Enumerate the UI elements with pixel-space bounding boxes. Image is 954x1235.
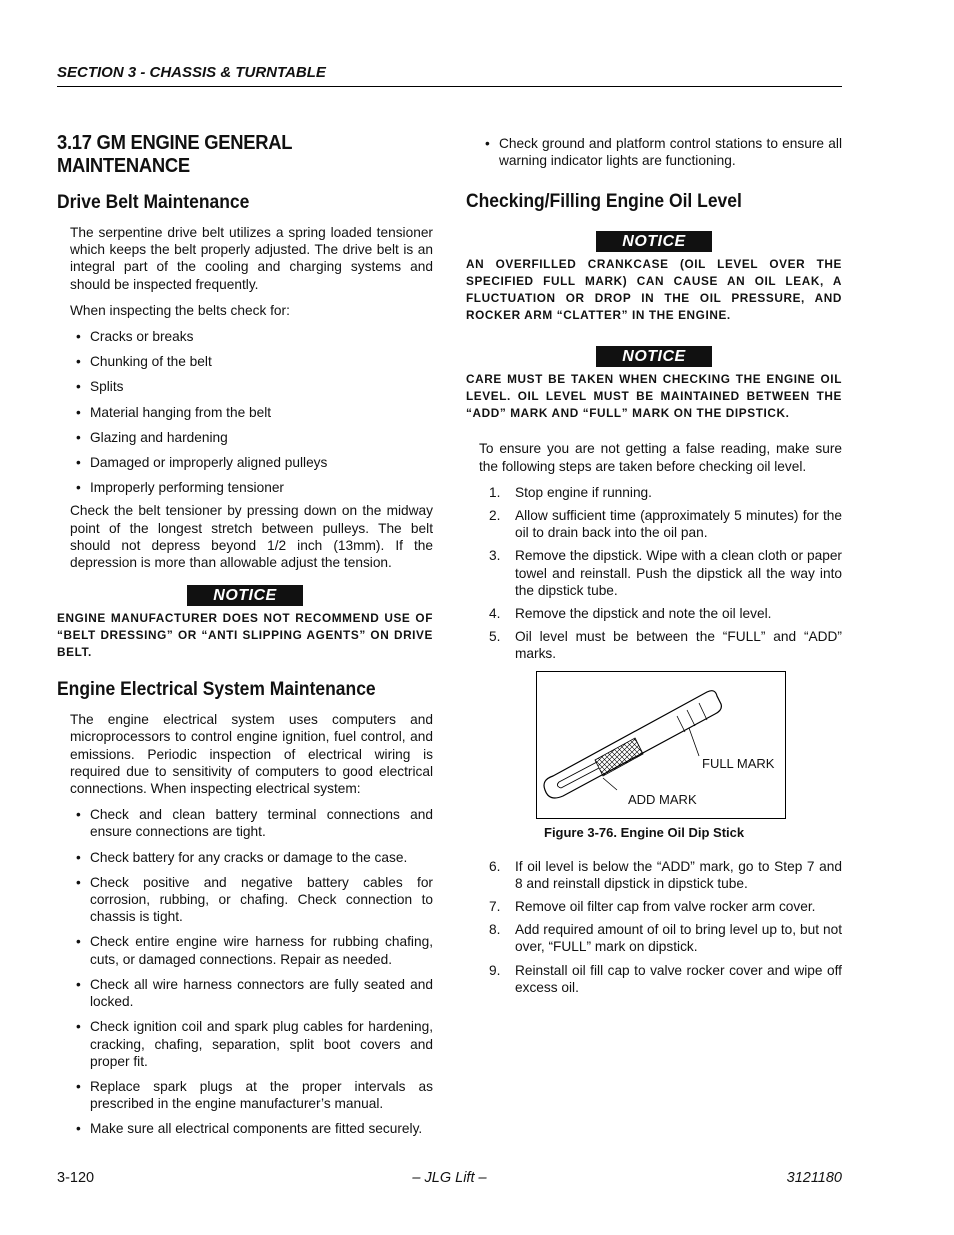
list-item: 3. Remove the dipstick. Wipe with a clean cloth or paper towel and reinstall. Push the dipstick all the way into the dipstick tube. bbox=[489, 548, 842, 598]
page-title: 3.17 GM ENGINE GENERAL MAINTENANCE bbox=[57, 132, 292, 177]
notice-badge: NOTICE bbox=[596, 231, 712, 252]
list-item: • Glazing and hardening bbox=[70, 429, 433, 446]
electrical-heading: Engine Electrical System Maintenance bbox=[57, 679, 376, 701]
list-item: • Check positive and negative battery cables for corrosion, rubbing, or chafing. Check connection to chassis is tight. bbox=[70, 874, 433, 926]
add-mark-label: ADD MARK bbox=[628, 791, 697, 807]
drive-belt-heading: Drive Belt Maintenance bbox=[57, 192, 250, 213]
list-item: • Check and clean battery terminal connections and ensure connections are tight. bbox=[70, 806, 433, 840]
drive-belt-check-for: When inspecting the belts check for: bbox=[70, 302, 290, 318]
notice-badge-wrap bbox=[57, 585, 433, 606]
figure-caption: Figure 3-76. Engine Oil Dip Stick bbox=[544, 824, 745, 840]
oil-steps-b bbox=[479, 858, 842, 996]
list-item: 9. Reinstall oil fill cap to valve rocker cover and wipe off excess oil. bbox=[489, 962, 842, 995]
drive-belt-list bbox=[70, 328, 433, 496]
notice-badge-wrap bbox=[466, 231, 842, 252]
list-item: • Check ignition coil and spark plug cables for hardening, cracking, chafing, separation, split boot covers and proper fit. bbox=[70, 1018, 433, 1070]
electrical-intro: The engine electrical system uses computers and microprocessors to control engine ignition, fuel control, and emissions. Periodic inspection of electrical wiring is required due to sensitivity of computers to good electrical connections. When inspecting electrical system: bbox=[70, 712, 433, 797]
list-item: 5. Oil level must be between the “FULL” and “ADD” marks. bbox=[489, 629, 842, 662]
list-item: 7. Remove oil filter cap from valve rocker arm cover. bbox=[489, 899, 816, 915]
left-column bbox=[57, 132, 433, 1146]
list-item: • Damaged or improperly aligned pulleys bbox=[70, 454, 433, 471]
notice-badge: NOTICE bbox=[596, 346, 712, 367]
right-column bbox=[466, 135, 842, 1002]
list-item: 1. Stop engine if running. bbox=[489, 484, 652, 500]
section-header: SECTION 3 - CHASSIS & TURNTABLE bbox=[57, 64, 842, 87]
electrical-list bbox=[70, 806, 433, 1137]
list-item: • Replace spark plugs at the proper intervals as prescribed in the engine manufacturer’s manual. bbox=[70, 1078, 433, 1112]
oil-heading: Checking/Filling Engine Oil Level bbox=[466, 191, 742, 213]
list-item: • Cracks or breaks bbox=[70, 328, 433, 345]
list-item: • Splits bbox=[70, 378, 433, 395]
list-item: 4. Remove the dipstick and note the oil level. bbox=[489, 606, 772, 622]
notice-badge-wrap bbox=[466, 346, 842, 367]
oil-steps-a bbox=[479, 484, 842, 663]
list-item: 2. Allow sufficient time (approximately 5 minutes) for the oil to drain back into the oil pan. bbox=[489, 508, 842, 541]
list-item: 6. If oil level is below the “ADD” mark, go to Step 7 and 8 and reinstall dipstick in dipstick tube. bbox=[489, 858, 842, 891]
list-item: • Check entire engine wire harness for rubbing chafing, cuts, or damaged connections. Repair as needed. bbox=[70, 933, 433, 967]
tension-text: Check the belt tensioner by pressing down on the midway point of the longest stretch between pulleys. The belt should not depress beyond 1/2 inch (13mm). If the depression is more than allowable adjust the tension. bbox=[70, 503, 433, 571]
notice-badge: NOTICE bbox=[187, 585, 303, 606]
list-item: • Make sure all electrical components are fitted securely. bbox=[70, 1120, 433, 1137]
notice-text: ENGINE MANUFACTURER DOES NOT RECOMMEND USE OF “BELT DRESSING” OR “ANTI SLIPPING AGENTS” ON DRIVE BELT. bbox=[57, 611, 433, 660]
notice-text: AN OVERFILLED CRANKCASE (OIL LEVEL OVER THE SPECIFIED FULL MARK) CAN CAUSE AN OIL LEAK, A FLUCTUATION OR DROP IN THE OIL PRESSURE, AND ROCKER ARM “CLATTER” IN THE ENGINE. bbox=[466, 257, 842, 323]
list-item: • Check battery for any cracks or damage to the case. bbox=[70, 849, 433, 866]
page-number: 3-120 bbox=[57, 1170, 95, 1186]
drive-belt-intro: The serpentine drive belt utilizes a spring loaded tensioner which keeps the belt properly adjusted. The drive belt is an integral part of the cooling and charging systems and should be inspected frequently. bbox=[70, 225, 433, 292]
list-item: • Check all wire harness connectors are fully seated and locked. bbox=[70, 976, 433, 1010]
oil-intro: To ensure you are not getting a false reading, make sure the following steps are taken before checking oil level. bbox=[479, 441, 842, 474]
dipstick-figure bbox=[536, 671, 786, 819]
document-number: 3121180 bbox=[786, 1170, 842, 1186]
list-item: • Chunking of the belt bbox=[70, 353, 433, 370]
list-item: • Material hanging from the belt bbox=[70, 404, 433, 421]
full-mark-label: FULL MARK bbox=[702, 755, 775, 771]
list-item: • Check ground and platform control stations to ensure all warning indicator lights are functioning. bbox=[479, 135, 842, 169]
footer-brand: – JLG Lift – bbox=[412, 1170, 487, 1186]
top-bullet-list bbox=[479, 135, 842, 169]
list-item: 8. Add required amount of oil to bring level up to, but not over, “FULL” mark on dipstick. bbox=[489, 922, 842, 955]
list-item: • Improperly performing tensioner bbox=[70, 479, 433, 496]
notice-text: CARE MUST BE TAKEN WHEN CHECKING THE ENGINE OIL LEVEL. OIL LEVEL MUST BE MAINTAINED BETWEEN THE “ADD” MARK AND “FULL” MARK ON THE DIPSTICK. bbox=[466, 372, 842, 421]
